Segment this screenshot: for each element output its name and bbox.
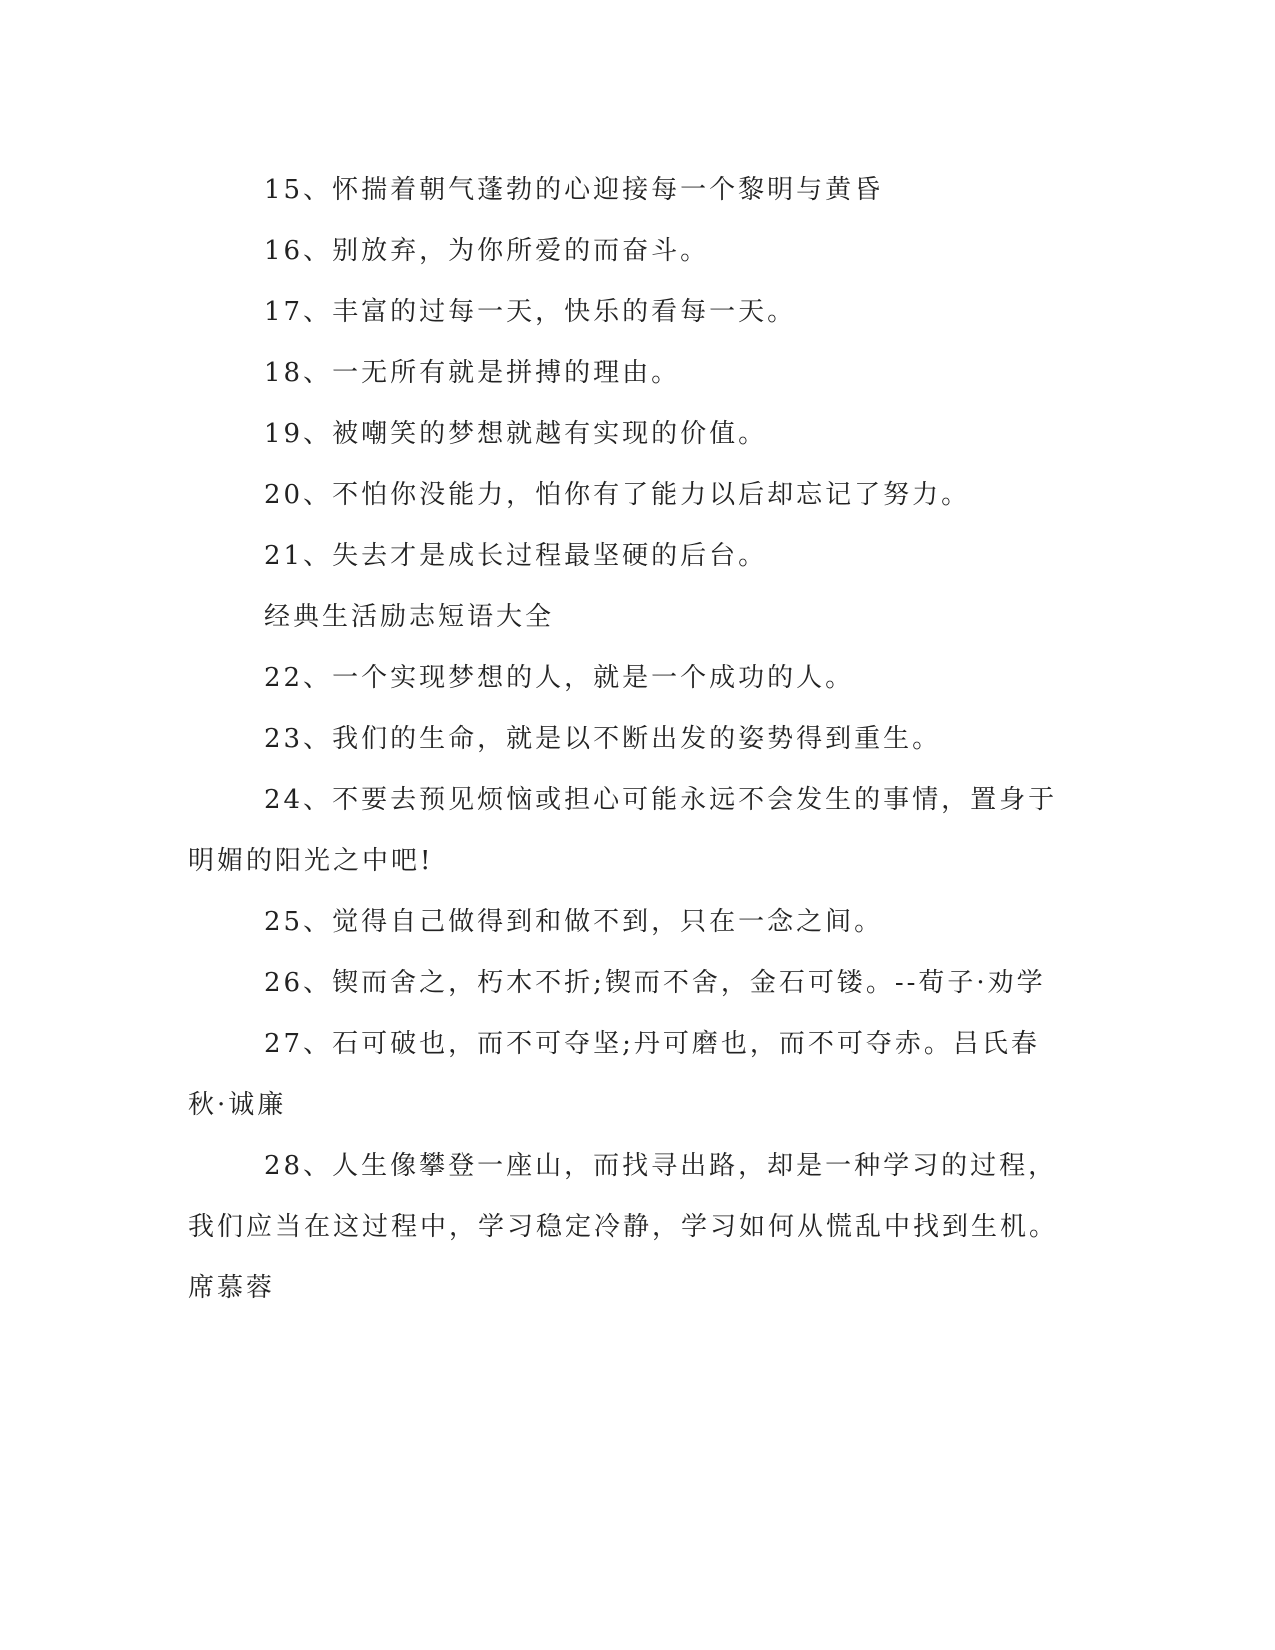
quote-15: 15、怀揣着朝气蓬勃的心迎接每一个黎明与黄昏 [264, 175, 884, 205]
quote-26: 26、锲而舍之，朽木不折;锲而不舍，金石可镂。--荀子·劝学 [264, 968, 1046, 998]
quote-28: 28、人生像攀登一座山，而找寻出路，却是一种学习的过程，我们应当在这过程中，学习稳定冷静，学习如何从慌乱中找到生机。席慕蓉 [188, 1151, 1059, 1303]
section-heading: 经典生活励志短语大全 [264, 602, 555, 632]
quote-24: 24、不要去预见烦恼或担心可能永远不会发生的事情，置身于明媚的阳光之中吧! [188, 785, 1058, 876]
quote-23: 23、我们的生命，就是以不断出发的姿势得到重生。 [264, 724, 942, 754]
quote-17: 17、丰富的过每一天，快乐的看每一天。 [264, 297, 797, 327]
quote-21: 21、失去才是成长过程最坚硬的后台。 [264, 541, 768, 571]
quote-25: 25、觉得自己做得到和做不到，只在一念之间。 [264, 907, 884, 937]
quote-16: 16、别放弃，为你所爱的而奋斗。 [264, 236, 710, 266]
quote-18: 18、一无所有就是拼搏的理由。 [264, 358, 681, 388]
quote-27: 27、石可破也，而不可夺坚;丹可磨也，而不可夺赤。吕氏春秋·诚廉 [188, 1029, 1040, 1120]
quote-19: 19、被嘲笑的梦想就越有实现的价值。 [264, 419, 768, 449]
quote-20: 20、不怕你没能力，怕你有了能力以后却忘记了努力。 [264, 480, 971, 510]
quote-22: 22、一个实现梦想的人，就是一个成功的人。 [264, 663, 855, 693]
document-body [188, 160, 1068, 1319]
